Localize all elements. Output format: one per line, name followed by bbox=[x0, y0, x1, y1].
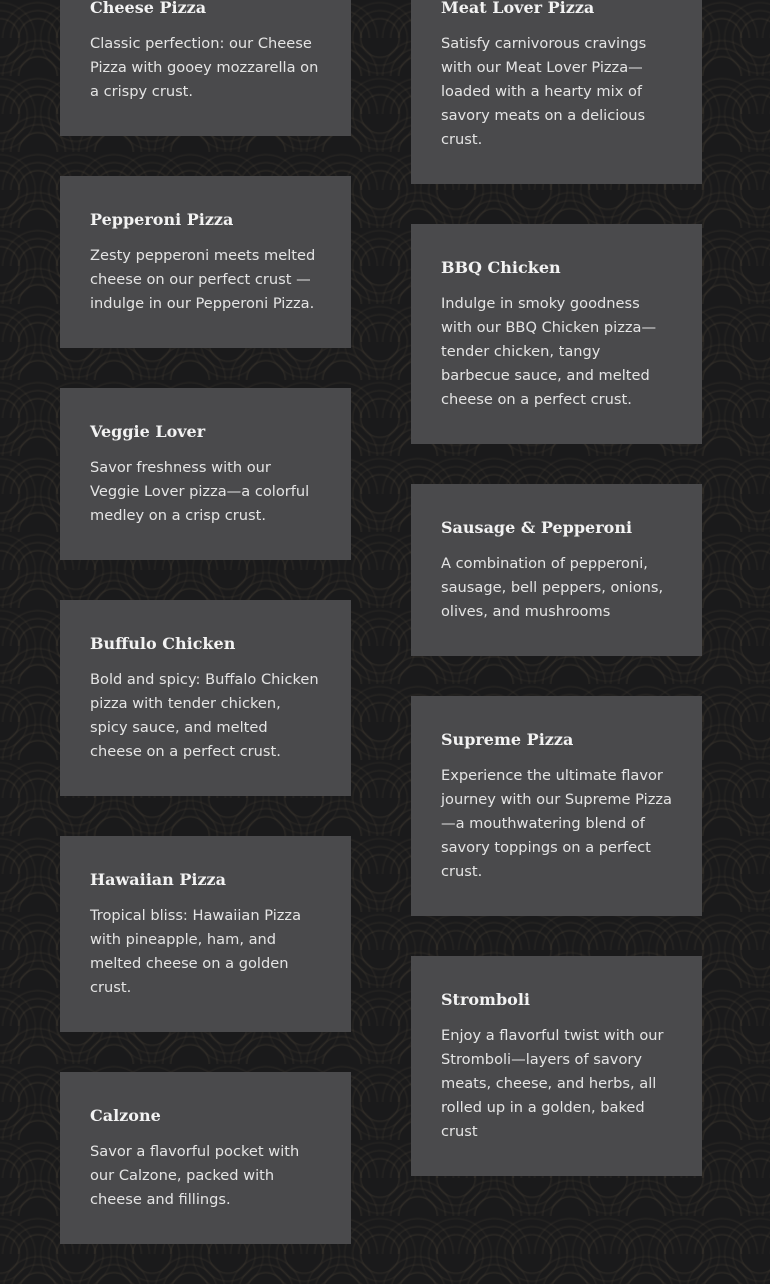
menu-column-right bbox=[411, 0, 702, 1216]
menu-card-title: Stromboli bbox=[441, 990, 530, 1009]
menu-card-description: Indulge in smoky goodness with our BBQ Chicken pizza—tender chicken, tangy barbecue sauce, and melted cheese on a perfect crust. bbox=[441, 295, 657, 408]
menu-card-title: Buffulo Chicken bbox=[90, 634, 236, 653]
menu-card-title: Cheese Pizza bbox=[90, 0, 207, 17]
menu-card-description: Satisfy carnivorous cravings with our Meat Lover Pizza—loaded with a hearty mix of savory meats on a delicious crust. bbox=[441, 35, 647, 148]
menu-card-description: Bold and spicy: Buffalo Chicken pizza with tender chicken, spicy sauce, and melted cheese on a perfect crust. bbox=[90, 671, 319, 760]
menu-card-title: Supreme Pizza bbox=[441, 730, 574, 749]
menu-card-supreme-pizza bbox=[411, 696, 702, 916]
menu-card-stromboli bbox=[411, 956, 702, 1176]
menu-card-title: Sausage & Pepperoni bbox=[441, 518, 633, 537]
menu-card-description: Zesty pepperoni meets melted cheese on our perfect crust — indulge in our Pepperoni Pizza. bbox=[90, 247, 316, 312]
menu-card-title: Hawaiian Pizza bbox=[90, 870, 226, 889]
menu-card-cheese-pizza bbox=[60, 0, 351, 136]
menu-card-sausage-pepperoni bbox=[411, 484, 702, 656]
menu-card-title: Veggie Lover bbox=[90, 422, 206, 441]
menu-card-hawaiian-pizza bbox=[60, 836, 351, 1032]
menu-card-description: A combination of pepperoni, sausage, bell peppers, onions, olives, and mushrooms bbox=[441, 555, 664, 620]
menu-card-description: Tropical bliss: Hawaiian Pizza with pineapple, ham, and melted cheese on a golden crust. bbox=[90, 907, 302, 996]
menu-column-left bbox=[60, 0, 351, 1284]
menu-card-title: Meat Lover Pizza bbox=[441, 0, 595, 17]
menu-card-buffalo-chicken bbox=[60, 600, 351, 796]
menu-card-description: Savor a flavorful pocket with our Calzone, packed with cheese and fillings. bbox=[90, 1143, 300, 1208]
menu-card-calzone bbox=[60, 1072, 351, 1244]
menu-card-title: BBQ Chicken bbox=[441, 258, 561, 277]
menu-card-veggie-lover bbox=[60, 388, 351, 560]
menu-card-pepperoni-pizza bbox=[60, 176, 351, 348]
menu-card-meat-lover-pizza bbox=[411, 0, 702, 184]
menu-card-title: Calzone bbox=[90, 1106, 161, 1125]
menu-card-description: Classic perfection: our Cheese Pizza with gooey mozzarella on a crispy crust. bbox=[90, 35, 319, 100]
menu-card-description: Experience the ultimate flavor journey with our Supreme Pizza—a mouthwatering blend of savory toppings on a perfect crust. bbox=[441, 767, 672, 880]
menu-card-description: Savor freshness with our Veggie Lover pizza—a colorful medley on a crisp crust. bbox=[90, 459, 310, 524]
menu-card-title: Pepperoni Pizza bbox=[90, 210, 234, 229]
menu-card-bbq-chicken bbox=[411, 224, 702, 444]
menu-card-description: Enjoy a flavorful twist with our Stromboli—layers of savory meats, cheese, and herbs, all rolled up in a golden, baked crust bbox=[441, 1027, 664, 1140]
